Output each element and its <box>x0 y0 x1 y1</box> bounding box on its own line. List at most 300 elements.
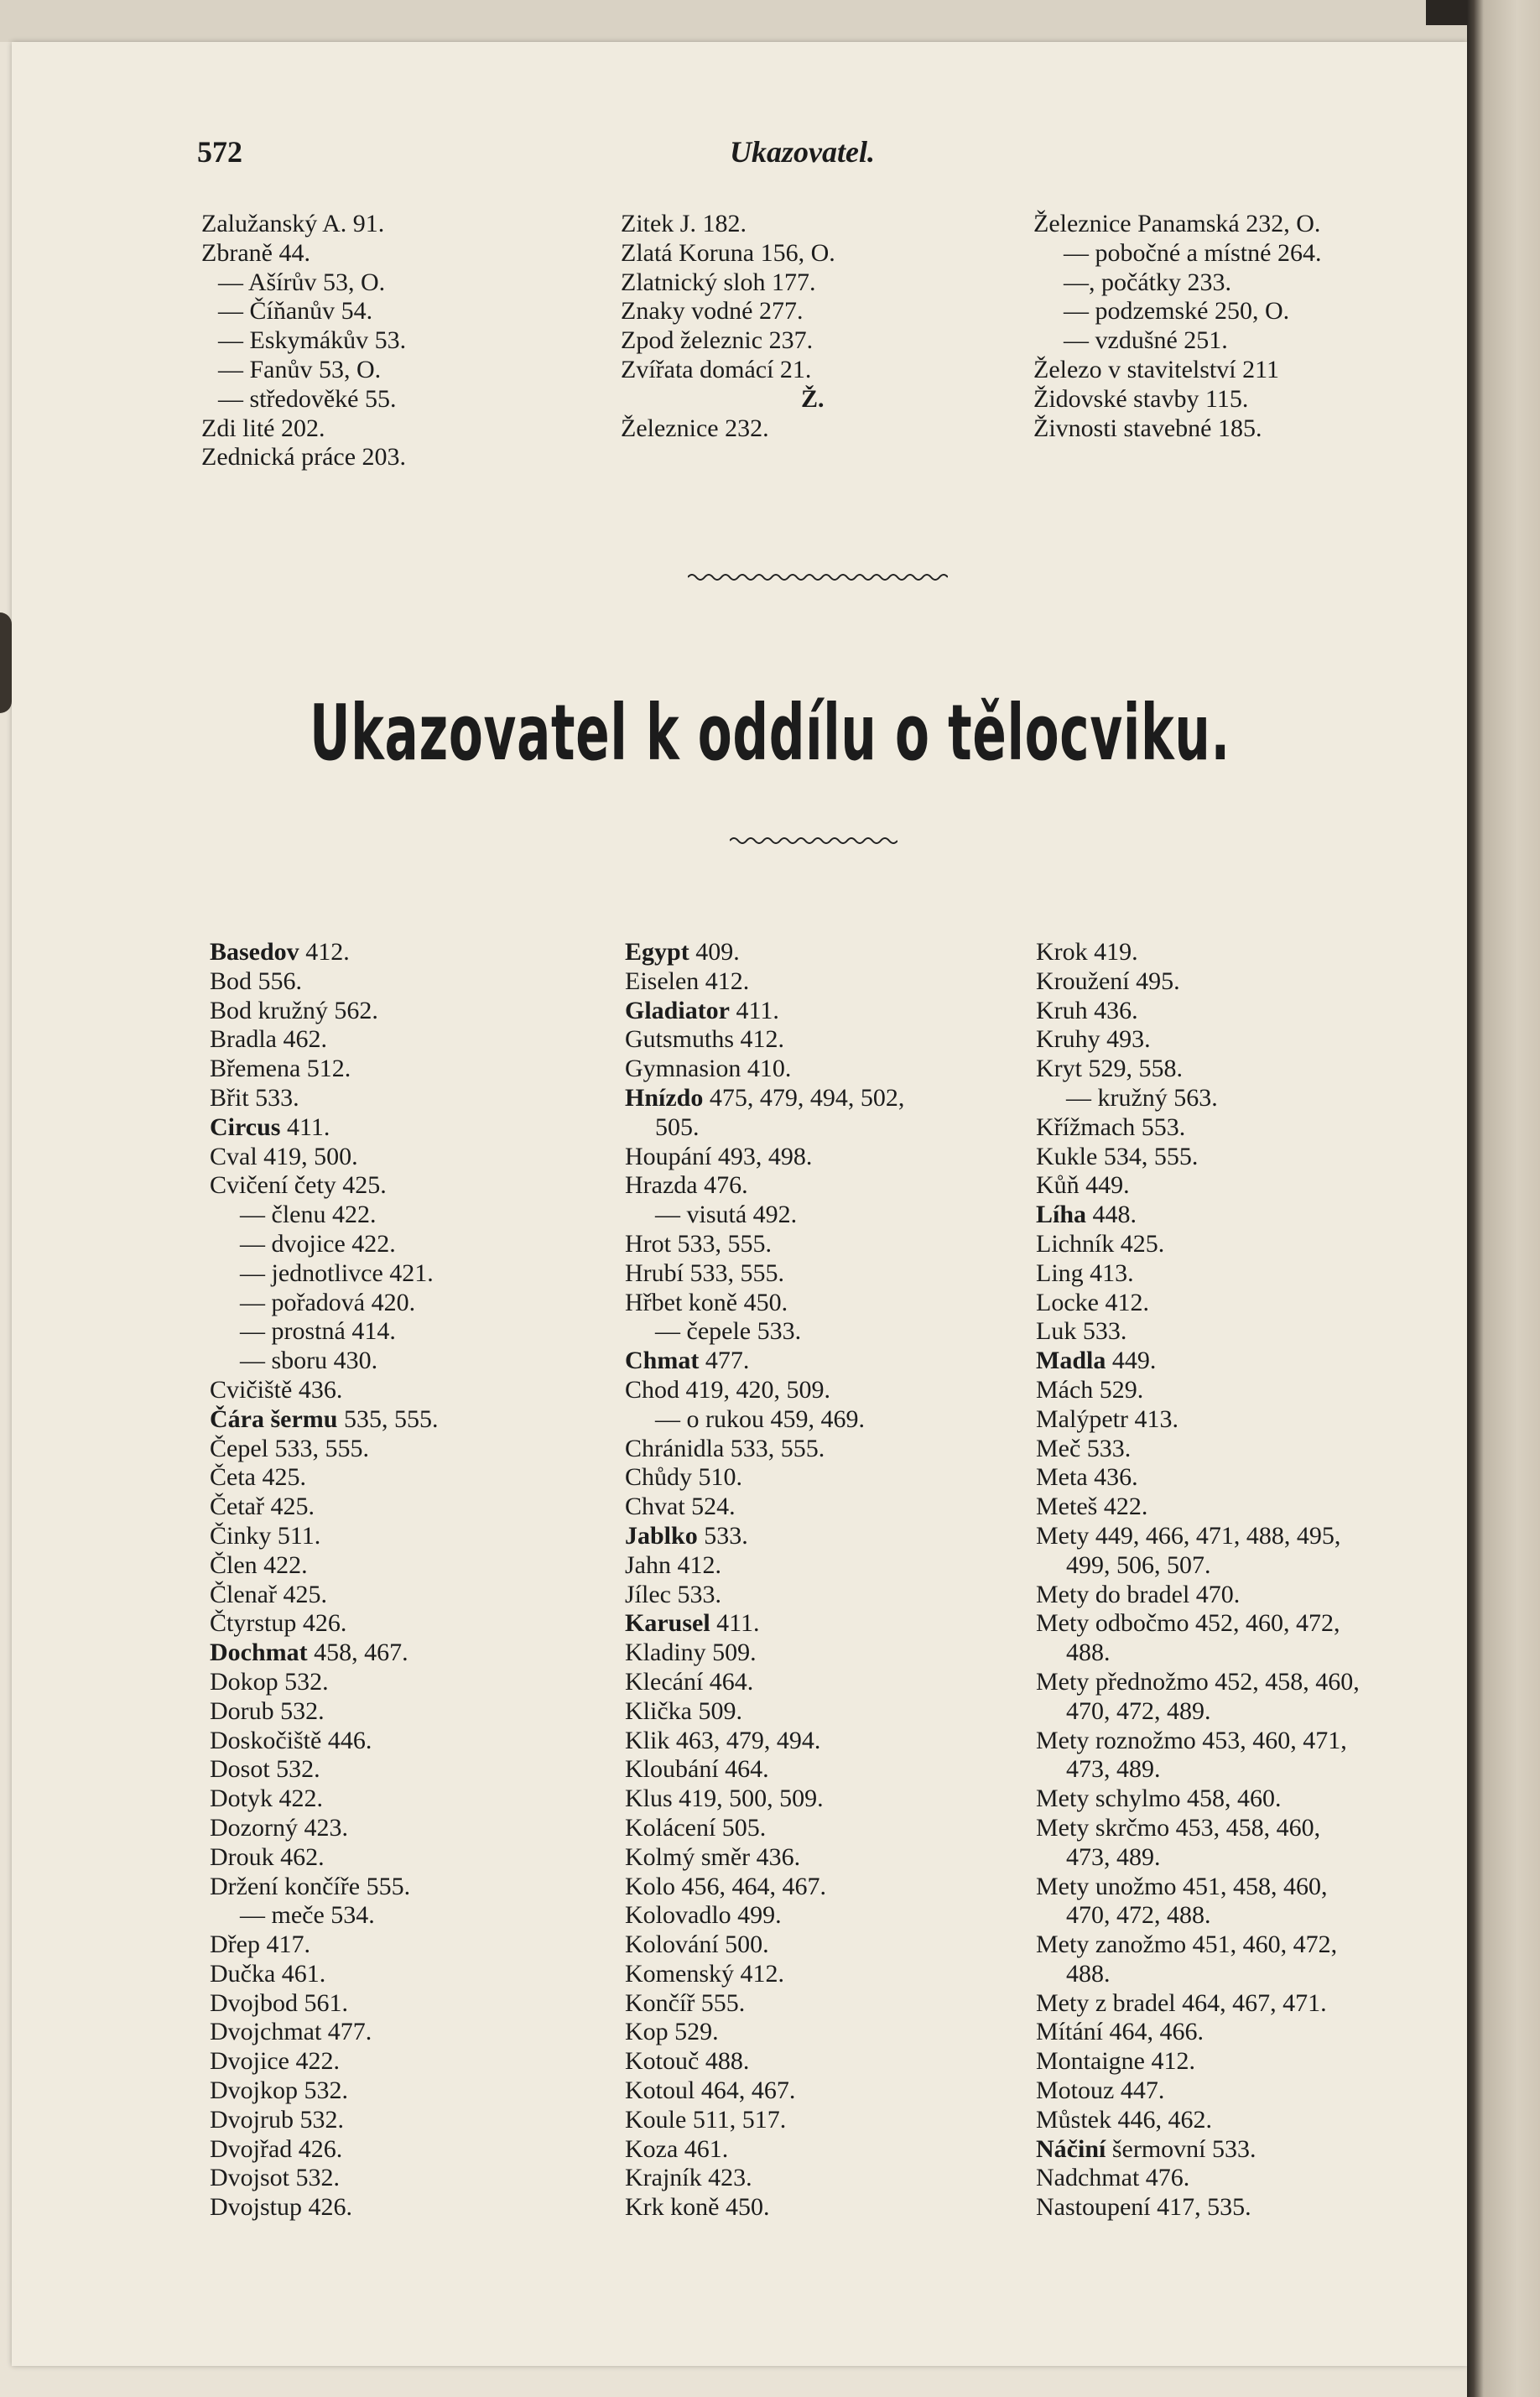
index-term: Ling 413. <box>1036 1258 1134 1287</box>
index-column-3 <box>1036 938 1360 2222</box>
index-entry <box>1036 1317 1360 1347</box>
index-entry <box>210 997 438 1026</box>
index-term: — kružný 563. <box>1066 1083 1218 1112</box>
index-term: Jílec 533. <box>625 1580 721 1608</box>
index-subentry <box>210 1901 438 1931</box>
index-term: — sboru 430. <box>240 1347 378 1375</box>
index-term: — visutá 492. <box>655 1201 798 1229</box>
index-subentry <box>210 1347 438 1376</box>
index-continuation <box>1036 1755 1360 1785</box>
wavy-separator <box>730 835 897 847</box>
index-entry <box>625 1697 904 1727</box>
index-term: Břemena 512. <box>210 1055 351 1083</box>
index-entry <box>1036 1347 1360 1376</box>
index-entry <box>1036 1873 1360 1902</box>
index-entry <box>210 2135 438 2165</box>
index-entry <box>625 1581 904 1610</box>
index-term: Meteš 422. <box>1036 1493 1148 1521</box>
index-subentry <box>210 1259 438 1289</box>
index-entry <box>625 1960 904 1989</box>
index-continuation <box>1036 1843 1360 1873</box>
index-entry <box>1036 2018 1360 2047</box>
index-term: Kukle 534, 555. <box>1036 1142 1199 1170</box>
index-term: Koule 511, 517. <box>625 2105 787 2134</box>
index-term: Kloubání 464. <box>625 1755 769 1784</box>
book-gutter-edge <box>1467 0 1540 2397</box>
index-pages: 449. <box>1106 1347 1157 1375</box>
index-term: Krajník 423. <box>625 2164 752 2192</box>
index-entry <box>210 2077 438 2106</box>
index-entry <box>625 1843 904 1873</box>
index-term: Dotyk 422. <box>210 1785 323 1813</box>
index-term: Dvojchmat 477. <box>210 2018 372 2046</box>
index-term: Drouk 462. <box>210 1842 325 1871</box>
index-subentry <box>1036 1084 1360 1113</box>
index-entry <box>210 1171 438 1201</box>
index-entry: Zdi lité 202. <box>201 414 325 442</box>
index-entry: Znaky vodné 277. <box>621 297 804 326</box>
index-term: Bod kružný 562. <box>210 996 378 1024</box>
index-term: Klecání 464. <box>625 1667 754 1696</box>
index-entry <box>210 1727 438 1756</box>
index-pages: 411. <box>710 1609 760 1638</box>
index-continuation <box>1036 1639 1360 1668</box>
index-entry <box>1036 1609 1360 1639</box>
index-pages: 412. <box>299 938 350 966</box>
index-entry <box>625 1259 904 1289</box>
index-entry <box>625 1493 904 1522</box>
index-term: Čtyrstup 426. <box>210 1609 347 1638</box>
index-term: Četař 425. <box>210 1493 315 1521</box>
index-term: Doskočiště 446. <box>210 1726 372 1754</box>
index-entry <box>1036 1668 1360 1697</box>
index-entry <box>210 2164 438 2193</box>
index-term: Klus 419, 500, 509. <box>625 1785 824 1813</box>
index-term: Krok 419. <box>1036 938 1138 966</box>
index-term: Mety přednožmo 452, 458, 460, <box>1036 1667 1360 1696</box>
index-entry <box>210 1931 438 1960</box>
index-entry: Zlatnický sloh 177. <box>621 268 816 296</box>
index-entry <box>625 1289 904 1318</box>
index-term: Dvojbod 561. <box>210 1988 348 2017</box>
index-term: Mety 449, 466, 471, 488, 495, <box>1036 1521 1341 1550</box>
index-term: Mety roznožmo 453, 460, 471, <box>1036 1726 1347 1754</box>
index-entry <box>625 1814 904 1843</box>
top-index-column-3 <box>1033 210 1321 443</box>
index-term: Kolácení 505. <box>625 1813 767 1842</box>
index-subentry <box>625 1201 904 1230</box>
index-subentry: — Ašírův 53, O. <box>218 268 386 296</box>
index-term: Křížmach 553. <box>1036 1113 1186 1141</box>
index-column-2 <box>625 938 904 2222</box>
index-entry <box>625 2018 904 2047</box>
index-entry <box>210 1668 438 1697</box>
index-term: Chmat <box>625 1347 700 1375</box>
index-term: Dvojstup 426. <box>210 2193 353 2222</box>
index-subentry: — Fanův 53, O. <box>218 355 382 383</box>
index-entry <box>210 1493 438 1522</box>
index-term: Dochmat <box>210 1639 308 1667</box>
index-term: Cval 419, 500. <box>210 1142 358 1170</box>
index-term: 470, 472, 489. <box>1066 1696 1211 1725</box>
index-term: Gladiator <box>625 996 730 1024</box>
index-term: Kop 529. <box>625 2018 719 2046</box>
letter-heading: Ž. <box>801 384 825 413</box>
wavy-separator <box>688 571 948 584</box>
index-subentry <box>625 1317 904 1347</box>
top-index-column-2 <box>621 210 835 443</box>
index-term: Nadchmat 476. <box>1036 2164 1190 2192</box>
index-term: — pořadová 420. <box>240 1288 416 1316</box>
index-term: Kryt 529, 558. <box>1036 1055 1183 1083</box>
index-entry <box>210 1551 438 1581</box>
index-term: Locke 412. <box>1036 1288 1149 1316</box>
index-entry <box>210 1025 438 1055</box>
index-term: Členař 425. <box>210 1580 327 1608</box>
index-entry <box>210 1785 438 1814</box>
index-pages: 411. <box>730 996 779 1024</box>
index-entry <box>210 2047 438 2077</box>
index-entry <box>1036 2135 1360 2165</box>
index-subentry <box>625 1405 904 1435</box>
index-term: Kladiny 509. <box>625 1639 757 1667</box>
index-entry <box>1036 1463 1360 1493</box>
index-entry <box>1036 1727 1360 1756</box>
index-term: — dvojice 422. <box>240 1229 396 1258</box>
index-term: 499, 506, 507. <box>1066 1550 1211 1579</box>
index-term: Dokop 532. <box>210 1667 329 1696</box>
index-term: Dozorný 423. <box>210 1813 348 1842</box>
index-term: Dřep 417. <box>210 1931 310 1959</box>
page-number: 572 <box>197 135 242 169</box>
index-entry: Zbraně 44. <box>201 238 310 267</box>
index-term: Klik 463, 479, 494. <box>625 1726 821 1754</box>
index-term: Dvojřad 426. <box>210 2134 343 2163</box>
index-entry <box>1036 1493 1360 1522</box>
index-term: Mety odbočmo 452, 460, 472, <box>1036 1609 1340 1638</box>
index-entry <box>1036 1201 1360 1230</box>
index-term: Karusel <box>625 1609 710 1638</box>
index-entry <box>625 1435 904 1464</box>
index-entry <box>625 967 904 997</box>
index-term: Břit 533. <box>210 1083 299 1112</box>
index-term: Nastoupení 417, 535. <box>1036 2193 1251 2222</box>
index-term: Madla <box>1036 1347 1106 1375</box>
index-term: 505. <box>655 1113 700 1141</box>
index-entry <box>210 2193 438 2222</box>
index-entry <box>625 1084 904 1113</box>
index-entry <box>1036 2106 1360 2135</box>
index-entry <box>1036 1171 1360 1201</box>
index-entry: Železo v stavitelství 211 <box>1033 355 1279 383</box>
index-entry <box>210 1463 438 1493</box>
index-entry <box>625 1639 904 1668</box>
index-entry <box>1036 1259 1360 1289</box>
index-entry <box>625 2106 904 2135</box>
index-term: Malýpetr 413. <box>1036 1404 1178 1433</box>
index-entry <box>1036 1376 1360 1405</box>
index-entry <box>625 1785 904 1814</box>
index-subentry: — podzemské 250, O. <box>1064 297 1290 326</box>
index-term: Hrubí 533, 555. <box>625 1258 784 1287</box>
index-entry <box>210 1084 438 1113</box>
scan-top-border <box>0 0 1540 42</box>
index-term: Kruhy 493. <box>1036 1025 1151 1054</box>
index-entry <box>625 1755 904 1785</box>
index-entry <box>210 1113 438 1143</box>
index-entry <box>210 1843 438 1873</box>
section-title: Ukazovatel k oddílu o tělocviku. <box>310 688 1230 778</box>
index-term: Meč 533. <box>1036 1434 1132 1462</box>
index-entry <box>625 1609 904 1639</box>
index-entry <box>625 997 904 1026</box>
index-subentry <box>210 1289 438 1318</box>
index-entry <box>1036 1143 1360 1172</box>
index-term: Člen 422. <box>210 1550 308 1579</box>
index-pages: 477. <box>699 1347 750 1375</box>
index-column-1 <box>210 938 438 2222</box>
index-entry <box>210 1639 438 1668</box>
index-entry <box>1036 1989 1360 2019</box>
index-entry <box>210 1989 438 2019</box>
index-entry <box>210 1697 438 1727</box>
index-subentry <box>210 1317 438 1347</box>
index-entry <box>210 1960 438 1989</box>
index-entry <box>625 2077 904 2106</box>
index-term: Egypt <box>625 938 689 966</box>
index-entry <box>625 1055 904 1084</box>
index-entry <box>210 1755 438 1785</box>
index-entry <box>210 1055 438 1084</box>
index-term: Čepel 533, 555. <box>210 1434 369 1462</box>
index-entry <box>625 1989 904 2019</box>
index-term: Dvojice 422. <box>210 2047 340 2076</box>
scan-clip-mark <box>0 612 12 713</box>
index-term: Krk koně 450. <box>625 2193 770 2222</box>
index-term: Kůň 449. <box>1036 1171 1130 1200</box>
index-term: Chod 419, 420, 509. <box>625 1375 831 1404</box>
index-term: Kolovadlo 499. <box>625 1901 782 1930</box>
index-term: Kolo 456, 464, 467. <box>625 1872 826 1900</box>
index-continuation <box>1036 1901 1360 1931</box>
index-term: Cvičiště 436. <box>210 1375 343 1404</box>
index-term: Dvojkop 532. <box>210 2077 348 2105</box>
index-term: — čepele 533. <box>655 1317 802 1346</box>
index-term: Můstek 446, 462. <box>1036 2105 1212 2134</box>
index-continuation <box>1036 1551 1360 1581</box>
index-entry <box>625 1347 904 1376</box>
index-entry: Židovské stavby 115. <box>1033 384 1249 413</box>
index-term: Koza 461. <box>625 2134 729 2163</box>
index-term: Hrot 533, 555. <box>625 1229 772 1258</box>
index-entry: Zpod železnic 237. <box>621 326 814 355</box>
index-term: — meče 534. <box>240 1901 375 1930</box>
index-term: Kroužení 495. <box>1036 967 1180 995</box>
index-term: Mety do bradel 470. <box>1036 1580 1241 1608</box>
index-term: Mách 529. <box>1036 1375 1144 1404</box>
index-entry <box>210 1814 438 1843</box>
index-continuation <box>1036 1960 1360 1989</box>
index-term: Jahn 412. <box>625 1550 721 1579</box>
index-term: Montaigne 412. <box>1036 2047 1195 2076</box>
index-term: Mety schylmo 458, 460. <box>1036 1785 1282 1813</box>
index-entry <box>210 1376 438 1405</box>
running-title: Ukazovatel. <box>730 135 875 169</box>
index-entry <box>210 1522 438 1551</box>
top-index-column-1 <box>201 210 406 472</box>
index-term: Klička 509. <box>625 1696 742 1725</box>
index-term: Basedov <box>210 938 299 966</box>
index-term: Circus <box>210 1113 281 1141</box>
index-entry <box>625 1727 904 1756</box>
index-entry <box>1036 1230 1360 1259</box>
index-subentry: — středověké 55. <box>218 384 397 413</box>
index-term: Chůdy 510. <box>625 1463 743 1492</box>
index-pages: 409. <box>689 938 740 966</box>
index-entry <box>625 1376 904 1405</box>
index-subentry: — vzdušné 251. <box>1064 326 1228 355</box>
index-entry: Zlatá Koruna 156, O. <box>621 238 835 267</box>
index-term: Četa 425. <box>210 1463 306 1492</box>
index-subentry <box>210 1201 438 1230</box>
index-pages: 411. <box>280 1113 330 1141</box>
index-term: Hnízdo <box>625 1083 704 1112</box>
index-term: Hrazda 476. <box>625 1171 748 1200</box>
index-subentry: — pobočné a místné 264. <box>1064 238 1322 267</box>
index-term: Chránidla 533, 555. <box>625 1434 825 1462</box>
index-entry <box>625 2164 904 2193</box>
index-term: Bod 556. <box>210 967 303 995</box>
index-term: Kotoul 464, 467. <box>625 2077 796 2105</box>
index-term: Houpání 493, 498. <box>625 1142 813 1170</box>
index-term: Držení končíře 555. <box>210 1872 411 1900</box>
index-entry <box>625 1143 904 1172</box>
index-term: Motouz 447. <box>1036 2077 1165 2105</box>
index-term: — jednotlivce 421. <box>240 1258 434 1287</box>
index-term: Kolování 500. <box>625 1931 769 1959</box>
index-term: Mety unožmo 451, 458, 460, <box>1036 1872 1328 1900</box>
index-subentry: — Číňanův 54. <box>218 297 373 326</box>
index-term: 473, 489. <box>1066 1842 1161 1871</box>
index-term: Gutsmuths 412. <box>625 1025 785 1054</box>
index-term: Gymnasion 410. <box>625 1055 792 1083</box>
index-entry: Zitek J. 182. <box>621 210 747 237</box>
index-entry <box>210 2106 438 2135</box>
index-entry <box>210 1143 438 1172</box>
index-entry <box>210 1405 438 1435</box>
index-entry <box>625 938 904 967</box>
index-term: Mety zanožmo 451, 460, 472, <box>1036 1931 1338 1959</box>
index-entry <box>1036 1435 1360 1464</box>
index-term: Chvat 524. <box>625 1493 736 1521</box>
index-term: Eiselen 412. <box>625 967 750 995</box>
index-entry <box>210 938 438 967</box>
index-term: Dosot 532. <box>210 1755 320 1784</box>
index-term: Náčiní <box>1036 2134 1106 2163</box>
index-term: 473, 489. <box>1066 1755 1161 1784</box>
index-entry <box>625 2135 904 2165</box>
index-entry <box>625 2047 904 2077</box>
index-term: 470, 472, 488. <box>1066 1901 1211 1930</box>
index-term: Cvičení čety 425. <box>210 1171 387 1200</box>
index-entry <box>625 1025 904 1055</box>
index-term: Dvojsot 532. <box>210 2164 341 2192</box>
index-entry <box>1036 967 1360 997</box>
index-entry: Železnice Panamská 232, O. <box>1033 210 1321 237</box>
index-entry <box>210 1581 438 1610</box>
index-entry <box>625 1522 904 1551</box>
index-entry <box>1036 2164 1360 2193</box>
index-entry <box>1036 2077 1360 2106</box>
index-pages: 533. <box>697 1521 748 1550</box>
index-continuation <box>625 1113 904 1143</box>
index-term: Mety z bradel 464, 467, 471. <box>1036 1988 1327 2017</box>
index-term: Kotouč 488. <box>625 2047 750 2076</box>
index-term: Činky 511. <box>210 1521 321 1550</box>
index-entry <box>625 1901 904 1931</box>
index-term: Bradla 462. <box>210 1025 327 1054</box>
index-entry <box>625 1668 904 1697</box>
index-entry <box>1036 1931 1360 1960</box>
index-term: Dučka 461. <box>210 1959 326 1988</box>
index-term: 488. <box>1066 1639 1111 1667</box>
index-entry <box>1036 938 1360 967</box>
index-entry: Železnice 232. <box>621 414 769 442</box>
index-subentry: — Eskymákův 53. <box>218 326 407 355</box>
index-entry <box>625 1171 904 1201</box>
index-term: Luk 533. <box>1036 1317 1127 1346</box>
index-term: — členu 422. <box>240 1201 377 1229</box>
index-entry <box>1036 1522 1360 1551</box>
index-term: Mítání 464, 466. <box>1036 2018 1204 2046</box>
index-entry: Zednická práce 203. <box>201 443 407 472</box>
index-term: — prostná 414. <box>240 1317 396 1346</box>
index-entry <box>625 2193 904 2222</box>
index-pages: 458, 467. <box>307 1639 408 1667</box>
index-entry <box>1036 997 1360 1026</box>
index-term: Líha <box>1036 1201 1087 1229</box>
index-entry <box>1036 1581 1360 1610</box>
index-entry <box>1036 1785 1360 1814</box>
index-entry <box>625 1463 904 1493</box>
index-pages: šermovní 533. <box>1106 2134 1256 2163</box>
index-entry <box>1036 1025 1360 1055</box>
index-entry <box>1036 2193 1360 2222</box>
index-term: Kolmý směr 436. <box>625 1842 801 1871</box>
index-term: Dvojrub 532. <box>210 2105 344 2134</box>
index-entry: Živnosti stavebné 185. <box>1033 414 1262 442</box>
index-term: 488. <box>1066 1959 1111 1988</box>
index-term: Končíř 555. <box>625 1988 746 2017</box>
index-entry <box>625 1230 904 1259</box>
index-entry <box>1036 1113 1360 1143</box>
index-entry <box>210 1609 438 1639</box>
index-entry <box>210 2018 438 2047</box>
index-term: Čára šermu <box>210 1404 338 1433</box>
index-entry <box>1036 1055 1360 1084</box>
index-entry <box>210 967 438 997</box>
index-term: Hřbet koně 450. <box>625 1288 788 1316</box>
index-entry <box>1036 1405 1360 1435</box>
index-term: Jablko <box>625 1521 698 1550</box>
index-term: — o rukou 459, 469. <box>655 1404 865 1433</box>
index-term: Lichník 425. <box>1036 1229 1165 1258</box>
index-pages: 475, 479, 494, 502, <box>703 1083 905 1112</box>
index-term: Mety skrčmo 453, 458, 460, <box>1036 1813 1321 1842</box>
index-pages: 535, 555. <box>337 1404 439 1433</box>
index-subentry <box>210 1230 438 1259</box>
index-subentry: —, počátky 233. <box>1064 268 1231 296</box>
